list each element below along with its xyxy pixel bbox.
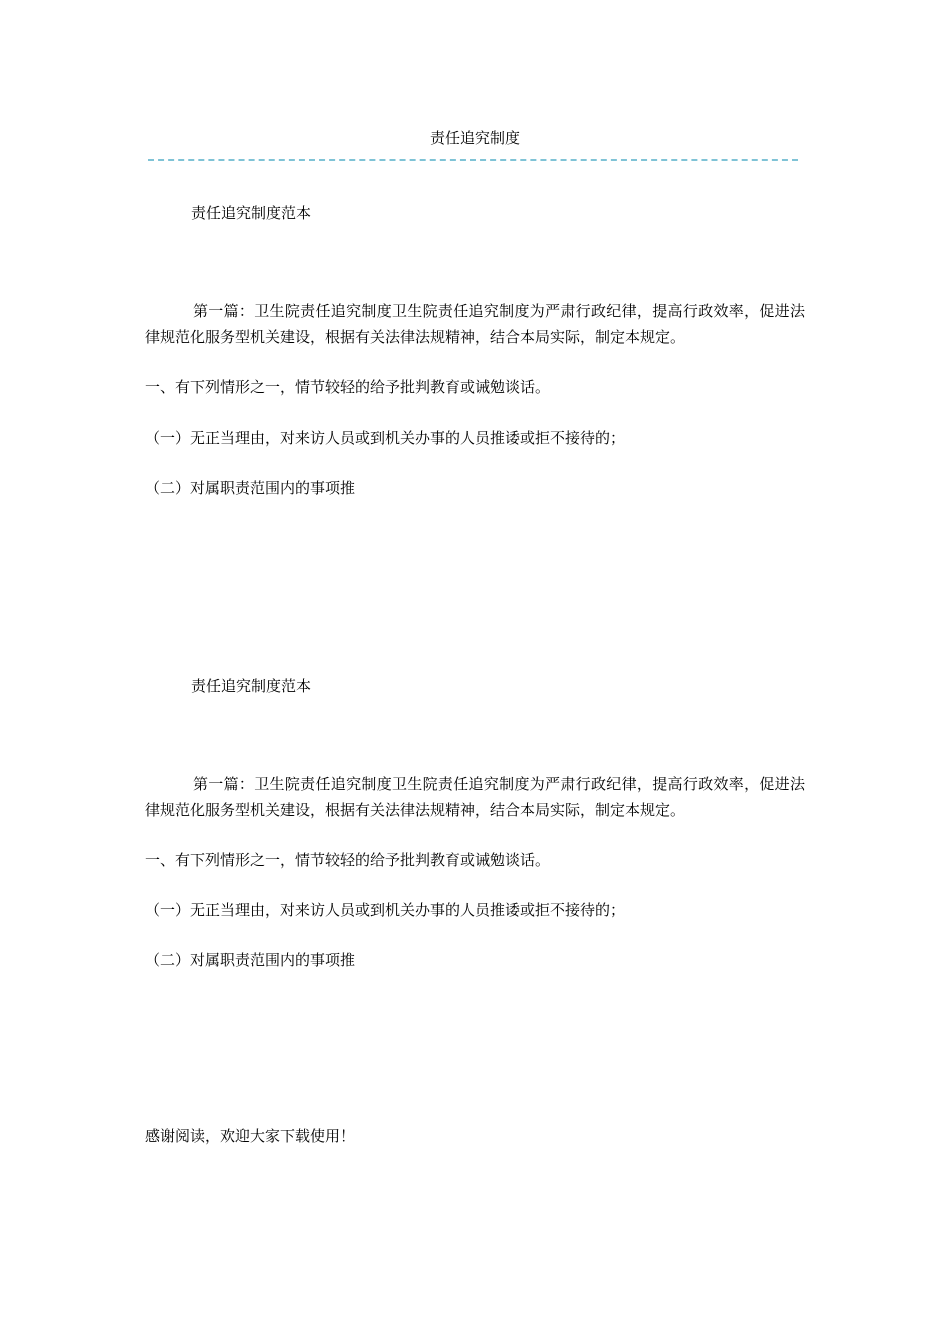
section-intro-paragraph: 第一篇：卫生院责任追究制度卫生院责任追究制度为严肃行政纪律，提高行政效率，促进法律规范化服务型机关建设，根据有关法律法规精神，结合本局实际，制定本规定。 (145, 302, 805, 346)
closing-note: 感谢阅读，欢迎大家下载使用！ (145, 1127, 356, 1145)
document-title: 责任追究制度 (429, 129, 520, 147)
clause-main: 一、有下列情形之一，情节较轻的给予批判教育或诫勉谈话。 (145, 851, 551, 869)
section-intro-paragraph: 第一篇：卫生院责任追究制度卫生院责任追究制度为严肃行政纪律，提高行政效率，促进法律规范化服务型机关建设，根据有关法律法规精神，结合本局实际，制定本规定。 (145, 775, 805, 819)
clause-item-1: （一）无正当理由，对来访人员或到机关办事的人员推诿或拒不接待的； (145, 429, 626, 447)
clause-main: 一、有下列情形之一，情节较轻的给予批判教育或诫勉谈话。 (145, 378, 551, 396)
clause-item-2: （二）对属职责范围内的事项推 (145, 951, 356, 969)
clause-item-2: （二）对属职责范围内的事项推 (145, 479, 356, 497)
section-heading: 责任追究制度范本 (191, 677, 312, 695)
section-heading: 责任追究制度范本 (191, 204, 312, 222)
title-divider (148, 159, 798, 161)
clause-item-1: （一）无正当理由，对来访人员或到机关办事的人员推诿或拒不接待的； (145, 901, 626, 919)
